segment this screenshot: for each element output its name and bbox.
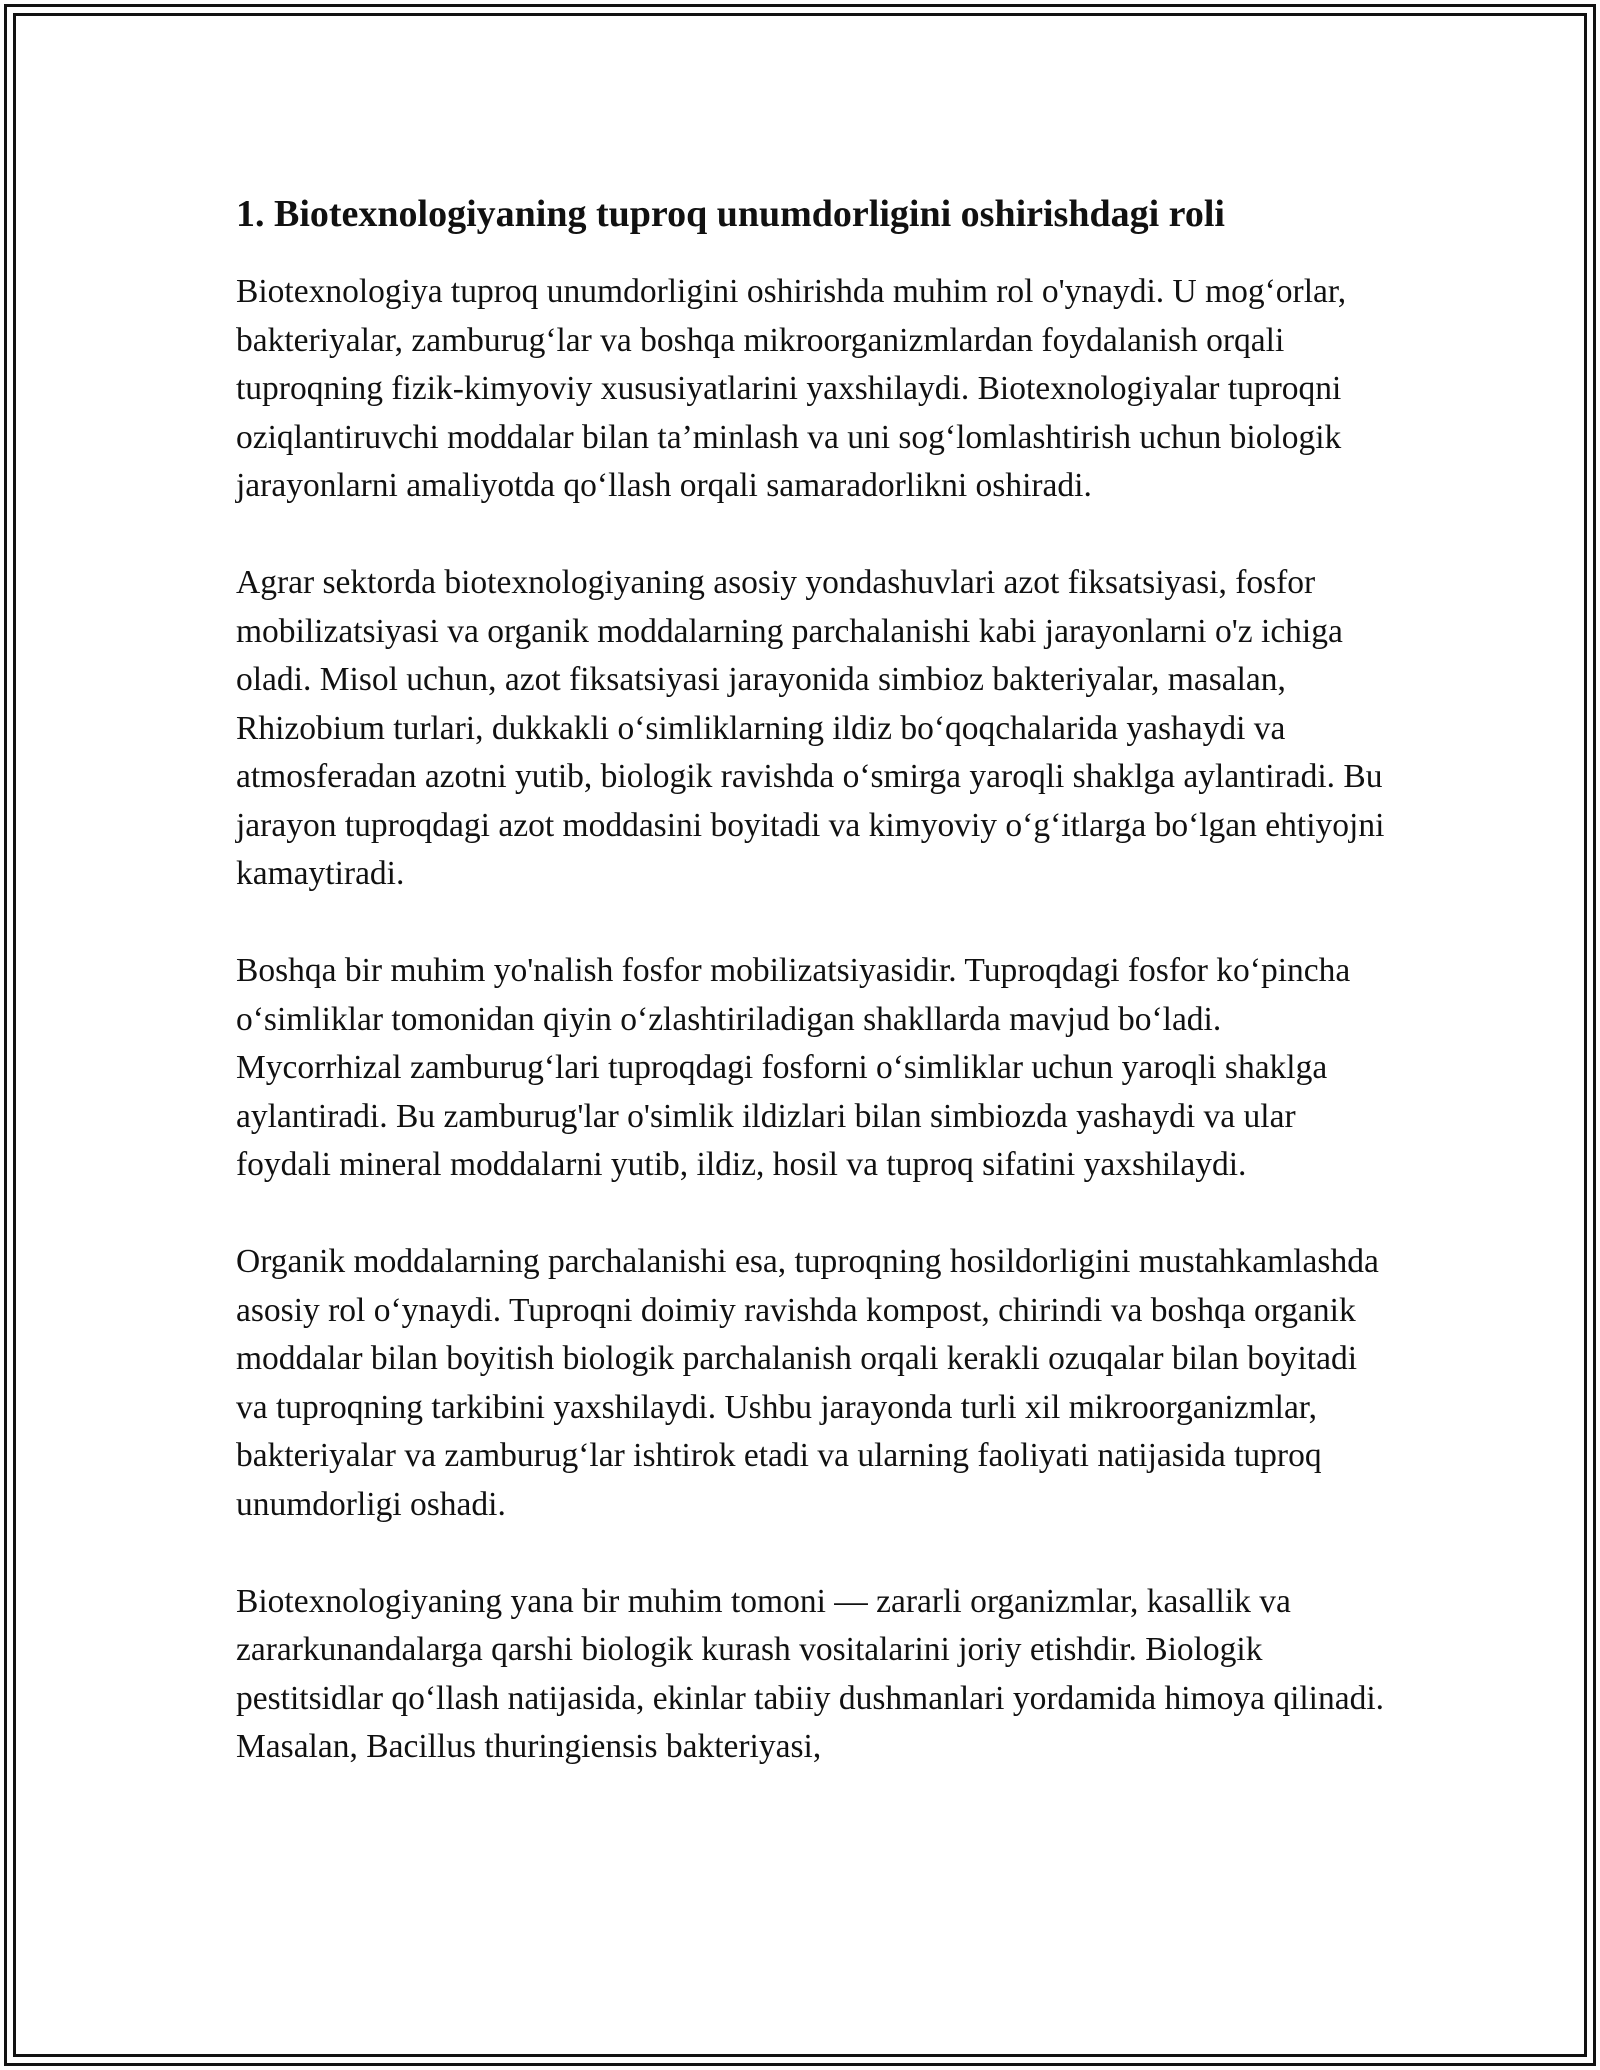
document-body [236,186,1386,1820]
section-heading: 1. Biotexnologiyaning tuproq unumdorligini oshirishdagi roli [236,193,1225,235]
paragraph: Biotexnologiya tuproq unumdorligini oshirishda muhim rol o'ynaydi. U mog‘orlar, bakteriyalar, zamburug‘lar va boshqa mikroorganizmlardan foydalanish orqali tuproqning fizik-kimyoviy xususiyatlarini yaxshilaydi. Biotexnologiyalar tuproqni oziqlantiruvchi moddalar bilan ta’minlash va uni sog‘lomlashtirish uchun biologik jarayonlarni amaliyotda qo‘llash orqali samaradorlikni oshiradi. [236,273,1347,504]
paragraph: Organik moddalarning parchalanishi esa, tuproqning hosildorligini mustahkamlashda asosiy rol o‘ynaydi. Tuproqni doimiy ravishda kompost, chirindi va boshqa organik moddalar bilan boyitish biologik parchalanish orqali kerakli ozuqalar bilan boyitadi va tuproqning tarkibini yaxshilaydi. Ushbu jarayonda turli xil mikroorganizmlar, bakteriyalar va zamburug‘lar ishtirok etadi va ularning faoliyati natijasida tuproq unumdorligi oshadi. [236,1243,1379,1523]
paragraph: Biotexnologiyaning yana bir muhim tomoni — zararli organizmlar, kasallik va zararkunandalarga qarshi biologik kurash vositalarini joriy etishdir. Biologik pestitsidlar qo‘llash natijasida, ekinlar tabiiy dushmanlari yordamida himoya qilinadi. Masalan, Bacillus thuringiensis bakteriyasi, [236,1582,1385,1765]
paragraph: Boshqa bir muhim yo'nalish fosfor mobilizatsiyasidir. Tuproqdagi fosfor ko‘pincha o‘simliklar tomonidan qiyin o‘zlashtiriladigan shakllarda mavjud bo‘ladi. Mycorrhizal zamburug‘lari tuproqdagi fosforni o‘simliklar uchun yaroqli shaklga aylantiradi. Bu zamburug'lar o'simlik ildizlari bilan simbiozda yashaydi va ular foydali mineral moddalarni yutib, ildiz, hosil va tuproq sifatini yaxshilaydi. [236,952,1351,1183]
paragraph: Agrar sektorda biotexnologiyaning asosiy yondashuvlari azot fiksatsiyasi, fosfor mobilizatsiyasi va organik moddalarning parchalanishi kabi jarayonlarni o'z ichiga oladi. Misol uchun, azot fiksatsiyasi jarayonida simbioz bakteriyalar, masalan, Rhizobium turlari, dukkakli o‘simliklarning ildiz bo‘qoqchalarida yashaydi va atmosferadan azotni yutib, biologik ravishda o‘smirga yaroqli shaklga aylantiradi. Bu jarayon tuproqdagi azot moddasini boyitadi va kimyoviy o‘g‘itlarga bo‘lgan ehtiyojni kamaytiradi. [236,564,1385,892]
